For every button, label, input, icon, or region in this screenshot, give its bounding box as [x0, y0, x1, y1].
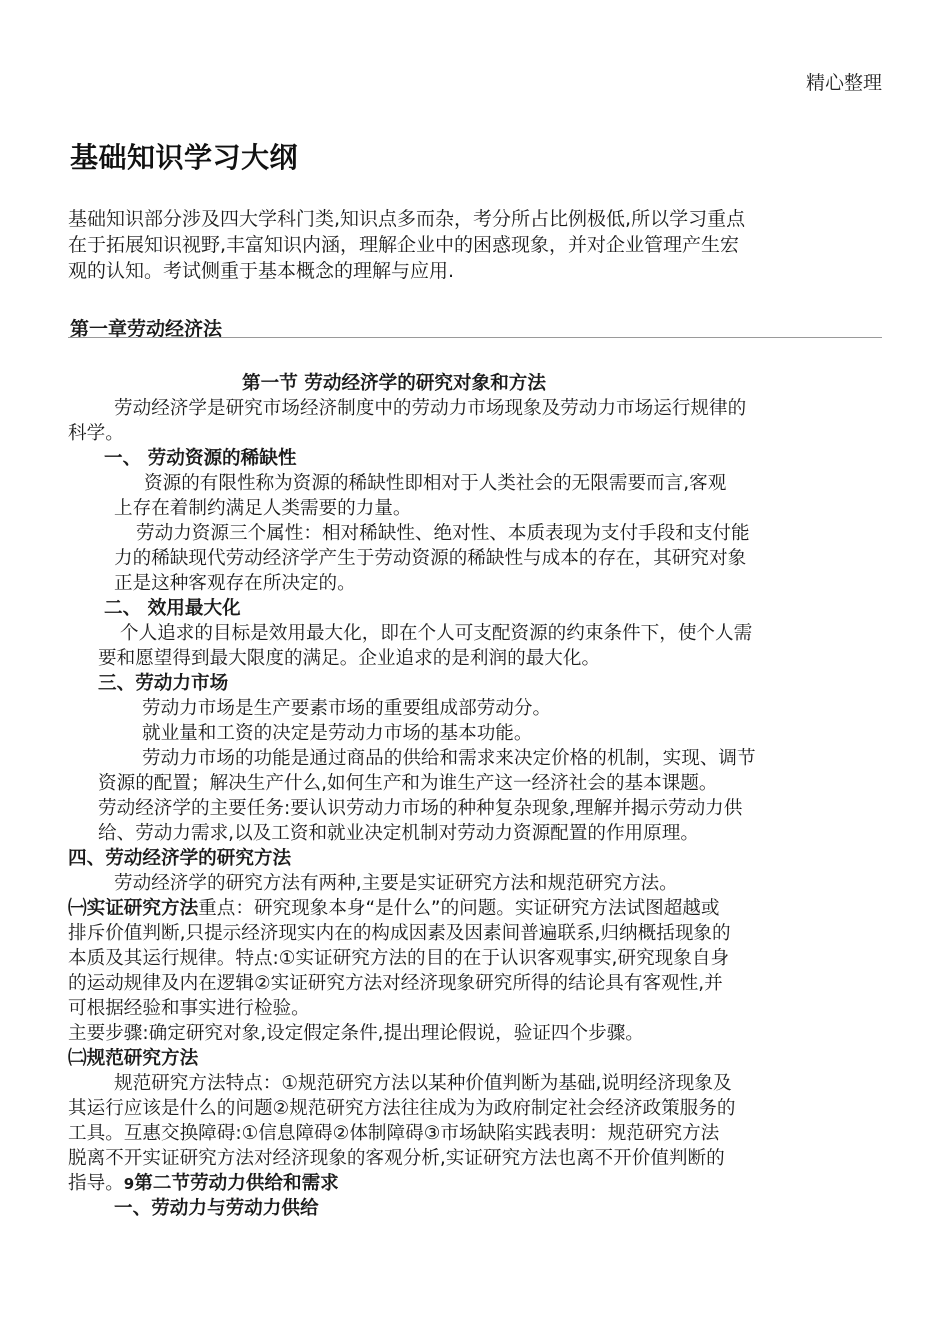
body-line: 劳动力市场是生产要素市场的重要组成部劳动分。 — [142, 698, 552, 719]
body-line: 工具。互惠交换障碍:①信息障碍②体制障碍③市场缺陷实践表明：规范研究方法 — [68, 1123, 720, 1144]
body-line: 科学。 — [68, 423, 124, 444]
stray-digit: 9 — [123, 1175, 135, 1193]
body-line: 给、劳动力需求,以及工资和就业决定机制对劳动力资源配置的作用原理。 — [98, 823, 699, 844]
body-line: 资源的有限性称为资源的稀缺性即相对于人类社会的无限需要而言,客观 — [144, 473, 727, 494]
body-line: 要和愿望得到最大限度的满足。企业追求的是利润的最大化。 — [98, 648, 601, 669]
body-line: 本质及其运行规律。特点:①实证研究方法的目的在于认识客观事实,研究现象自身 — [68, 948, 730, 969]
body-line: 上存在着制约满足人类需要的力量。 — [114, 498, 412, 519]
body-line: 劳动力资源三个属性：相对稀缺性、绝对性、本质表现为支付手段和支付能 — [136, 523, 750, 544]
body-line: 排斥价值判断,只提示经济现实内在的构成因素及因素间普遍联系,归纳概括现象的 — [68, 923, 731, 944]
body-line: 劳动力市场的功能是通过商品的供给和需求来决定价格的机制，实现、调节 — [142, 748, 756, 769]
body-line: 可根据经验和事实进行检验。 — [68, 998, 310, 1019]
body-line — [68, 1172, 339, 1196]
header-note: 精心整理 — [805, 72, 882, 94]
document-title: 基础知识学习大纲 — [70, 141, 299, 174]
body-line: 劳动经济学是研究市场经济制度中的劳动力市场现象及劳动力市场运行规律的 — [114, 398, 747, 419]
subsection-heading: 四、劳动经济学的研究方法 — [68, 848, 292, 869]
body-line — [68, 897, 719, 921]
method-heading: ㈡规范研究方法 — [68, 1048, 199, 1069]
section-heading: 第一节 劳动经济学的研究对象和方法 — [242, 373, 546, 394]
intro-line: 基础知识部分涉及四大学科门类,知识点多而杂，考分所占比例极低,所以学习重点 — [68, 208, 746, 230]
subsection-heading: 二、 效用最大化 — [104, 598, 241, 619]
body-line: 个人追求的目标是效用最大化，即在个人可支配资源的约束条件下，使个人需 — [120, 623, 753, 644]
body-line: 脱离不开实证研究方法对经济现象的客观分析,实证研究方法也离不开价值判断的 — [68, 1148, 725, 1169]
intro-line: 观的认知。考试侧重于基本概念的理解与应用. — [68, 260, 455, 282]
intro-line: 在于拓展知识视野,丰富知识内涵，理解企业中的困惑现象，并对企业管理产生宏 — [68, 234, 740, 256]
body-line: 正是这种客观存在所决定的。 — [114, 573, 356, 594]
body-line: 力的稀缺现代劳动经济学产生于劳动资源的稀缺性与成本的存在，其研究对象 — [114, 548, 747, 569]
body-line: 劳动经济学的研究方法有两种,主要是实证研究方法和规范研究方法。 — [114, 873, 678, 894]
section-heading: 第二节劳动力供给和需求 — [134, 1173, 339, 1194]
chapter-divider — [68, 337, 882, 338]
body-line: 其运行应该是什么的问题②规范研究方法往往成为为政府制定社会经济政策服务的 — [68, 1098, 736, 1119]
body-line: 就业量和工资的决定是劳动力市场的基本功能。 — [142, 723, 533, 744]
subsection-heading: 一、 劳动资源的稀缺性 — [104, 448, 297, 469]
chapter-heading: 第一章劳动经济法 — [70, 318, 223, 340]
subsection-heading: 三、劳动力市场 — [98, 673, 229, 694]
body-line: 主要步骤:确定研究对象,设定假定条件,提出理论假说，验证四个步骤。 — [68, 1023, 644, 1044]
method-heading: ㈠实证研究方法 — [68, 898, 199, 919]
subsection-heading: 一、劳动力与劳动力供给 — [114, 1198, 319, 1219]
body-line: 资源的配置；解决生产什么,如何生产和为谁生产这一经济社会的基本课题。 — [98, 773, 718, 794]
body-line: 劳动经济学的主要任务:要认识劳动力市场的种种复杂现象,理解并揭示劳动力供 — [98, 798, 743, 819]
body-line: 的运动规律及内在逻辑②实证研究方法对经济现象研究所得的结论具有客观性,并 — [68, 973, 723, 994]
body-line: 规范研究方法特点：①规范研究方法以某种价值判断为基础,说明经济现象及 — [114, 1073, 732, 1094]
intro-paragraph — [68, 206, 884, 284]
body-text: 重点：研究现象本身“是什么”的问题。实证研究方法试图超越或 — [198, 898, 720, 919]
body-text: 指导。 — [68, 1173, 124, 1194]
